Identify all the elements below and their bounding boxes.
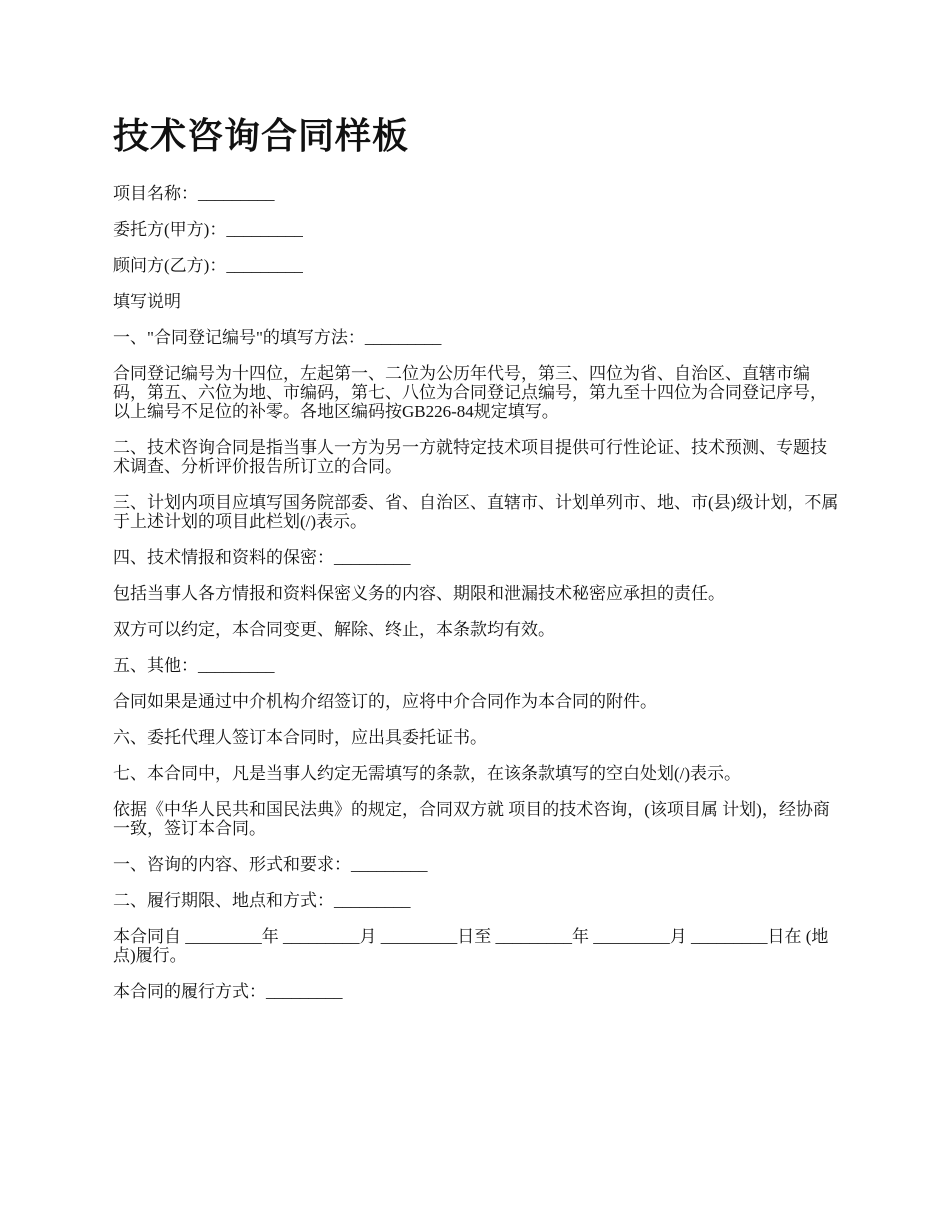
instruction-6-agent: 六、委托代理人签订本合同时，应出具委托证书。 (113, 728, 487, 747)
paragraph-confidentiality-detail: 包括当事人各方情报和资料保密义务的内容、期限和泄漏技术秘密应承担的责任。 (113, 584, 725, 603)
clause-1-content-requirements: 一、咨询的内容、形式和要求：_________ (113, 855, 428, 874)
paragraph-performance-period: 本合同自 _________年 _________月 _________日至 _________年 _________月 _________日在 (地点)履行。 (113, 927, 829, 965)
document-page (113, 112, 843, 1001)
field-project-name: 项目名称：_________ (113, 184, 275, 203)
paragraph-registration-number-detail: 合同登记编号为十四位，左起第一、二位为公历年代号，第三、四位为省、自治区、直辖市编码，第五、六位为地、市编码，第七、八位为合同登记点编号，第九至十四位为合同登记序号，以上编号不足位的补零。各地区编码按GB226-84规定填写。 (113, 364, 827, 421)
document-title: 技术咨询合同样板 (113, 116, 410, 156)
paragraph-intermediary: 合同如果是通过中介机构介绍签订的，应将中介合同作为本合同的附件。 (113, 692, 657, 711)
instruction-1-registration-number: 一、"合同登记编号"的填写方法：_________ (113, 328, 442, 347)
clause-2-term-place-method: 二、履行期限、地点和方式：_________ (113, 891, 411, 910)
instruction-3-planned-projects: 三、计划内项目应填写国务院部委、省、自治区、直辖市、计划单列市、地、市(县)级计划，不属于上述计划的项目此栏划(/)表示。 (113, 493, 839, 531)
paragraph-legal-basis: 依据《中华人民共和国民法典》的规定，合同双方就 项目的技术咨询，(该项目属 计划)，经协商一致，签订本合同。 (113, 800, 830, 838)
instruction-5-other: 五、其他：_________ (113, 656, 275, 675)
field-performance-method: 本合同的履行方式：_________ (113, 982, 343, 1001)
section-heading-instructions: 填写说明 (113, 292, 181, 311)
paragraph-confidentiality-validity: 双方可以约定，本合同变更、解除、终止，本条款均有效。 (113, 620, 555, 639)
instruction-7-blank-fields: 七、本合同中，凡是当事人约定无需填写的条款，在该条款填写的空白处划(/)表示。 (113, 764, 742, 783)
field-client-party-a: 委托方(甲方)：_________ (113, 220, 303, 239)
instruction-2-definition: 二、技术咨询合同是指当事人一方为另一方就特定技术项目提供可行性论证、技术预测、专题技术调查、分析评价报告所订立的合同。 (113, 438, 827, 476)
field-consultant-party-b: 顾问方(乙方)：_________ (113, 256, 303, 275)
instruction-4-confidentiality: 四、技术情报和资料的保密：_________ (113, 548, 411, 567)
